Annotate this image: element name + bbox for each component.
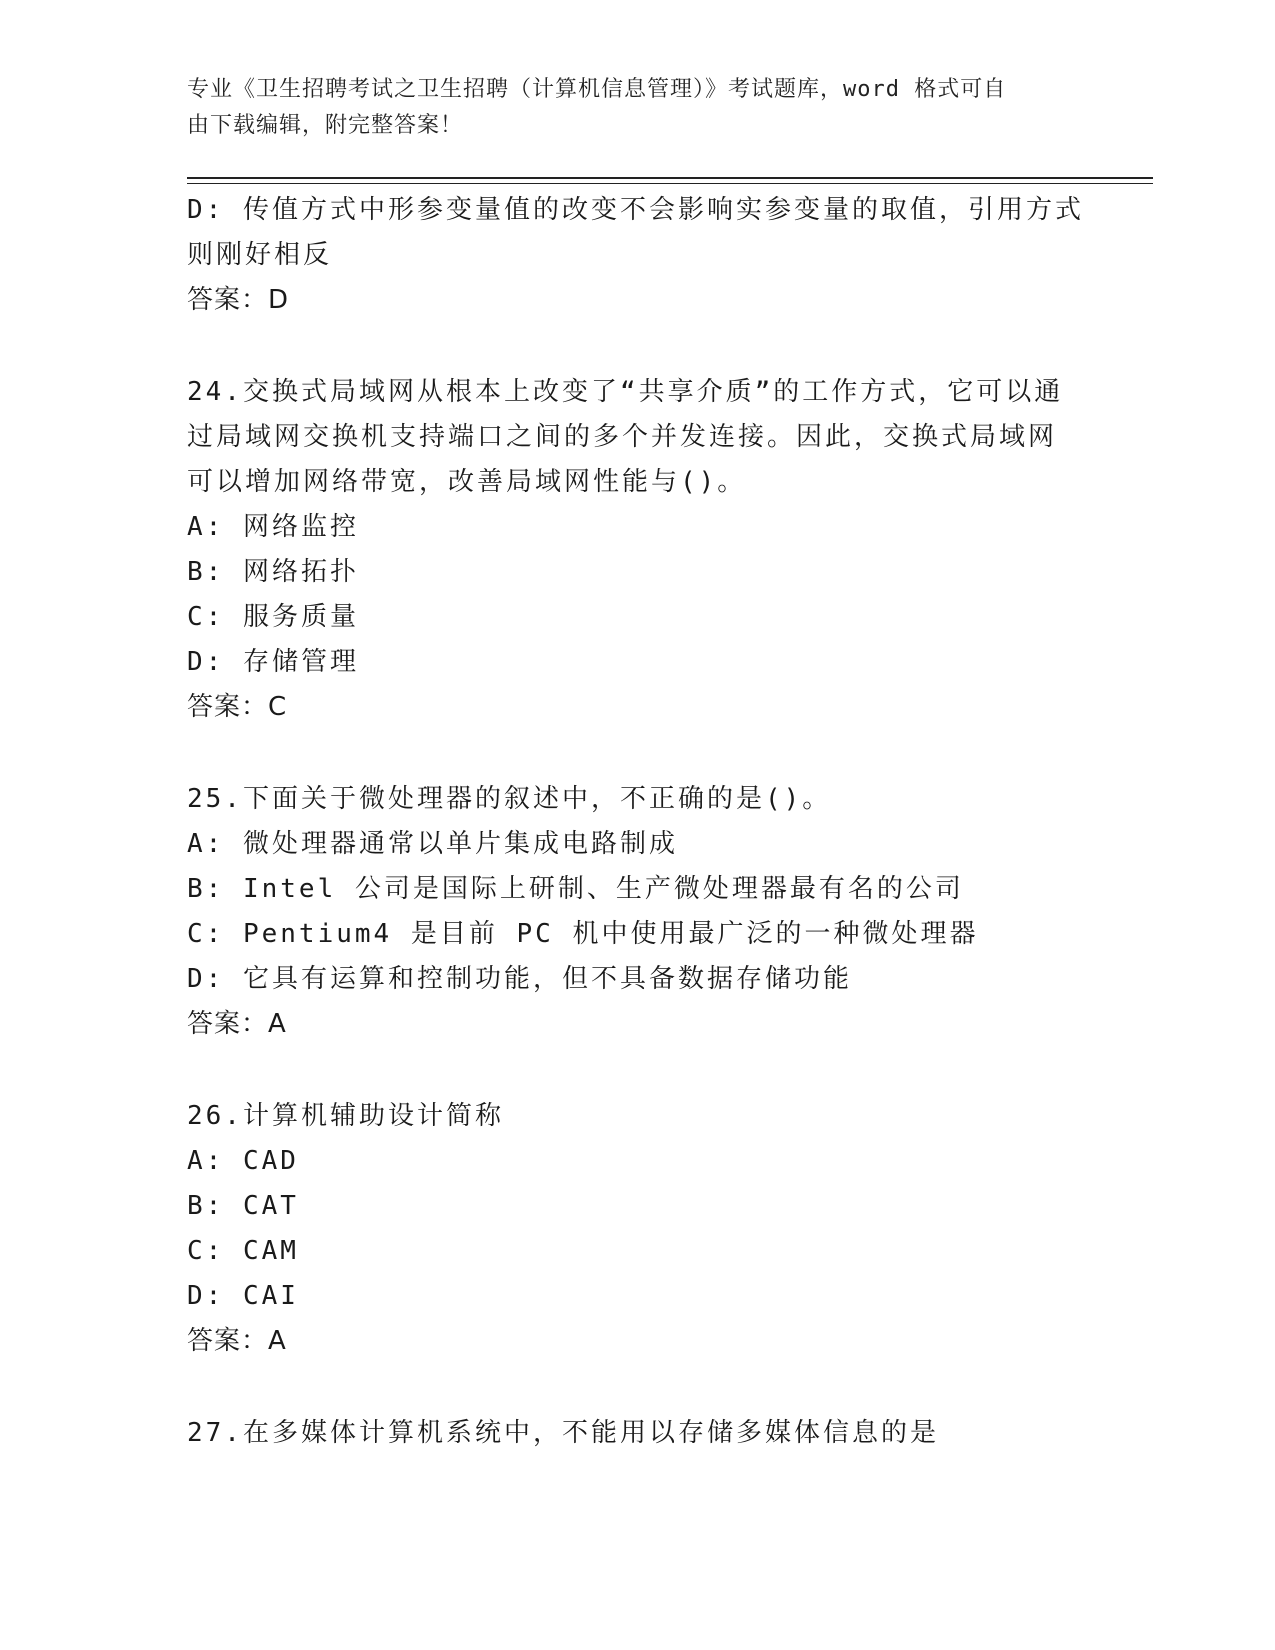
option-d-continued: 则刚好相反 — [187, 240, 333, 270]
option-d: D: 存储管理 — [187, 647, 359, 677]
question-26 — [187, 1094, 1087, 1364]
option-d: D: 传值方式中形参变量值的改变不会影响实参变量的取值，引用方式 — [187, 195, 1084, 225]
header-divider-thick — [187, 177, 1153, 179]
option-c: C: CAM — [187, 1236, 299, 1266]
option-a: A: 网络监控 — [187, 512, 359, 542]
option-b: B: 网络拓扑 — [187, 557, 359, 587]
spacer — [187, 1364, 1087, 1411]
question-list — [187, 188, 1087, 1456]
option-a: A: CAD — [187, 1146, 299, 1176]
question-23-tail — [187, 188, 1087, 323]
spacer — [187, 323, 1087, 370]
answer-label: 答案：D — [187, 285, 290, 315]
question-stem: 24.交换式局域网从根本上改变了“共享介质”的工作方式，它可以通 — [187, 377, 1064, 407]
option-a: A: 微处理器通常以单片集成电路制成 — [187, 829, 678, 859]
question-stem: 26.计算机辅助设计简称 — [187, 1101, 504, 1131]
header-line-2: 由下载编辑，附完整答案！ — [187, 113, 464, 138]
option-d: D: 它具有运算和控制功能，但不具备数据存储功能 — [187, 964, 852, 994]
option-c: C: 服务质量 — [187, 602, 359, 632]
spacer — [187, 1047, 1087, 1094]
document-header — [187, 72, 1067, 144]
question-25 — [187, 777, 1087, 1047]
header-divider-thin — [187, 183, 1153, 184]
question-27 — [187, 1411, 1087, 1456]
question-stem: 27.在多媒体计算机系统中，不能用以存储多媒体信息的是 — [187, 1418, 939, 1448]
question-stem-continued: 可以增加网络带宽，改善局域网性能与()。 — [187, 467, 747, 497]
option-b: B: CAT — [187, 1191, 299, 1221]
answer-label: 答案：C — [187, 692, 288, 722]
option-d: D: CAI — [187, 1281, 299, 1311]
option-b: B: Intel 公司是国际上研制、生产微处理器最有名的公司 — [187, 874, 964, 904]
question-24 — [187, 370, 1087, 730]
option-c: C: Pentium4 是目前 PC 机中使用最广泛的一种微处理器 — [187, 919, 979, 949]
question-stem-continued: 过局域网交换机支持端口之间的多个并发连接。因此，交换式局域网 — [187, 422, 1058, 452]
header-line-1: 专业《卫生招聘考试之卫生招聘（计算机信息管理）》考试题库，word 格式可自 — [187, 77, 1007, 102]
answer-label: 答案：A — [187, 1326, 287, 1356]
spacer — [187, 730, 1087, 777]
question-stem: 25.下面关于微处理器的叙述中，不正确的是()。 — [187, 784, 832, 814]
answer-label: 答案：A — [187, 1009, 287, 1039]
